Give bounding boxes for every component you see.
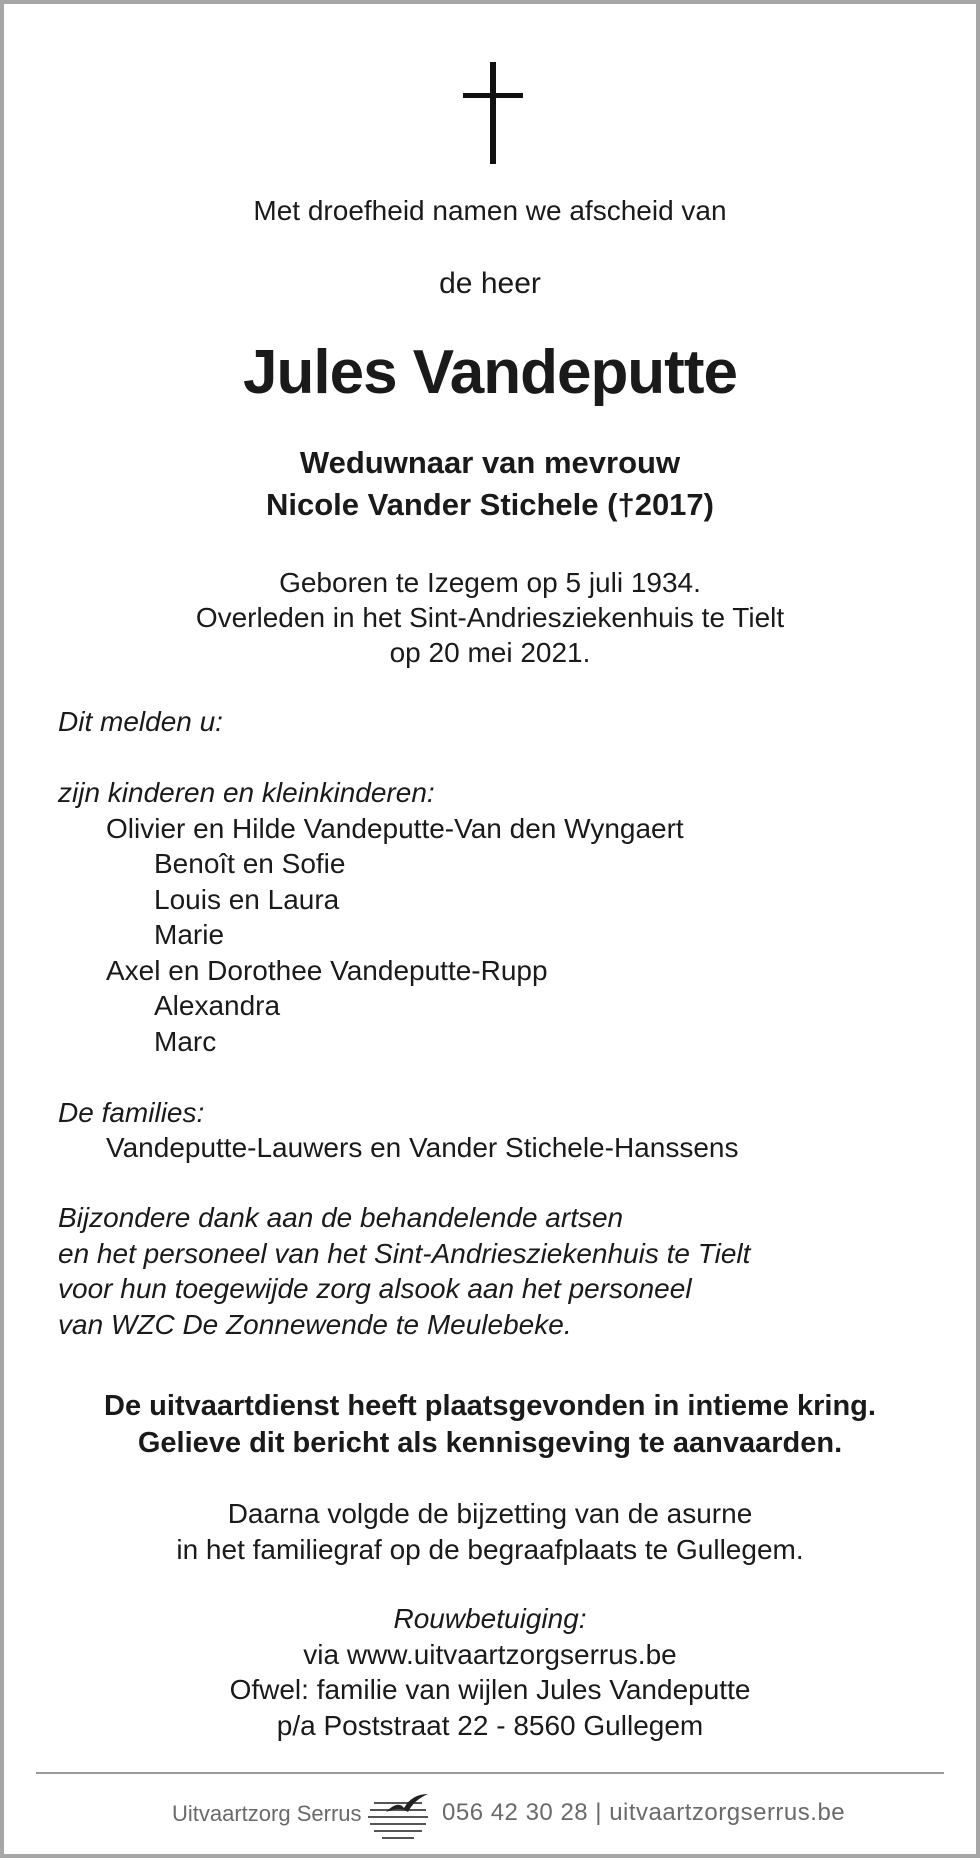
service-line: De uitvaartdienst heeft plaatsgevonden in intieme kring.: [104, 1390, 876, 1422]
family-list: [58, 775, 958, 1166]
family-item: De families:: [58, 1096, 205, 1128]
birth-line: Geboren te Izegem op 5 juli 1934.: [279, 567, 701, 598]
death-line: Overleden in het Sint-Andriesziekenhuis te Tielt: [195, 602, 785, 633]
seagull-logo-icon: [366, 1788, 436, 1844]
condolence-line: p/a Poststraat 22 - 8560 Gullegem: [276, 1709, 704, 1741]
birth-death-info: [4, 565, 976, 670]
footer-divider: [36, 1772, 944, 1774]
family-item: Olivier en Hilde Vandeputte-Van den Wyngaert: [106, 812, 684, 844]
thanks-line: Bijzondere dank aan de behandelende artsen: [58, 1202, 624, 1233]
thanks-line: van WZC De Zonnewende te Meulebeke.: [58, 1308, 572, 1340]
burial-line: in het familiegraf op de begraafplaats te Gullegem.: [176, 1534, 804, 1565]
family-item: Louis en Laura: [154, 883, 340, 915]
family-item: Alexandra: [154, 990, 281, 1021]
condolence-info: [4, 1601, 976, 1743]
intro-text: Met droefheid namen we afscheid van: [253, 195, 727, 226]
company-name: Uitvaartzorg Serrus: [172, 1801, 362, 1826]
thanks-line: en het personeel van het Sint-Andriesziekenhuis te Tielt: [58, 1237, 751, 1269]
contact-info: 056 42 30 28 | uitvaartzorgserrus.be: [442, 1799, 846, 1826]
death-date-line: op 20 mei 2021.: [389, 637, 591, 668]
family-item: Benoît en Sofie: [154, 848, 346, 879]
burial-info: [4, 1496, 976, 1568]
thanks-text: [58, 1200, 958, 1342]
announce-text: Dit melden u:: [58, 706, 223, 737]
spouse-line: Nicole Vander Stichele (†2017): [266, 487, 714, 522]
footer: [4, 1788, 976, 1844]
cross-icon: [463, 62, 523, 164]
family-item: zijn kinderen en kleinkinderen:: [58, 777, 435, 808]
thanks-line: voor hun toegewijde zorg alsook aan het personeel: [58, 1273, 692, 1304]
spouse-info: [4, 442, 976, 526]
service-line: Gelieve dit bericht als kennisgeving te aanvaarden.: [137, 1427, 843, 1459]
burial-line: Daarna volgde de bijzetting van de asurne: [227, 1498, 753, 1529]
condolence-line: Ofwel: familie van wijlen Jules Vandeputte: [229, 1674, 751, 1705]
condolence-line: via www.uitvaartzorgserrus.be: [303, 1638, 677, 1670]
family-item: Marc: [154, 1025, 217, 1057]
family-item: Vandeputte-Lauwers en Vander Stichele-Hanssens: [106, 1132, 739, 1163]
service-info: [4, 1388, 976, 1462]
family-item: Marie: [154, 919, 225, 950]
family-item: Axel en Dorothee Vandeputte-Rupp: [106, 954, 548, 986]
deceased-name: Jules Vandeputte: [243, 338, 737, 407]
family-item: [58, 1059, 958, 1095]
condolence-heading: Rouwbetuiging:: [393, 1603, 587, 1634]
spouse-line: Weduwnaar van mevrouw: [299, 445, 681, 480]
honorific: de heer: [439, 267, 541, 300]
